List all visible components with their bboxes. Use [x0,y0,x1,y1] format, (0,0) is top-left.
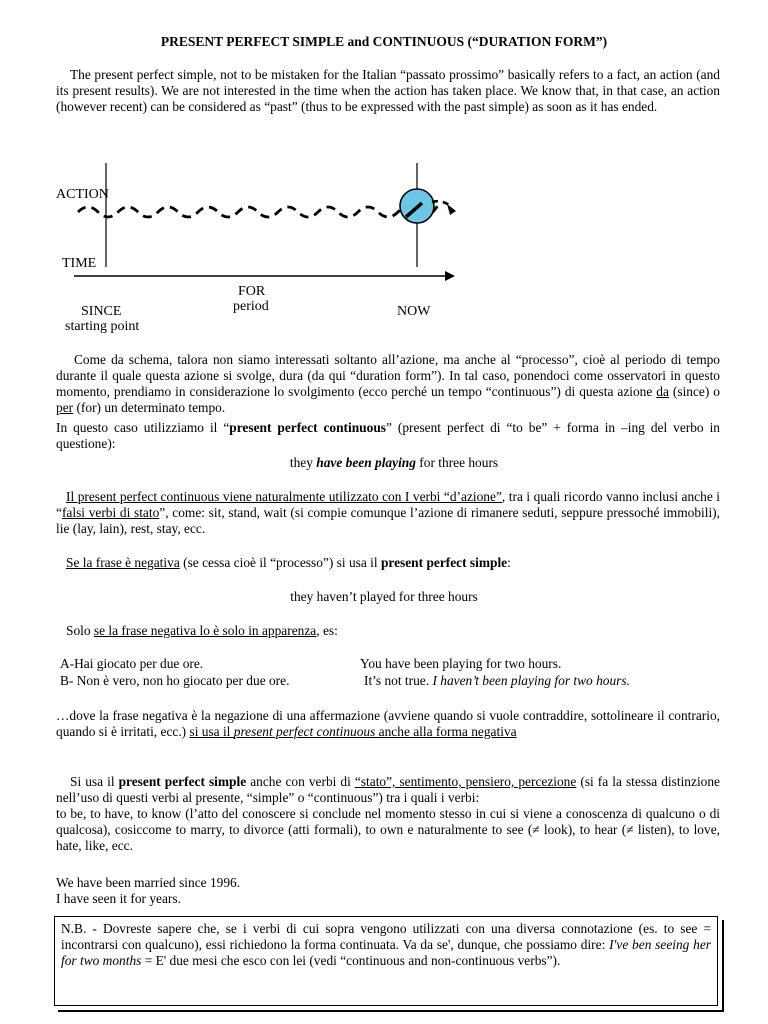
example-married: We have been married since 1996. [56,875,241,890]
apparent-negative-paragraph: Solo se la frase negativa lo è solo in apparenza, es: [66,623,338,638]
example-continuous: they have been playing for three hours [289,455,499,470]
intro-paragraph: The present perfect simple, not to be mistaken for the Italian “passato prossimo” basically refers to a fact, an action (and its present results). We are not interested in the time when the action has taken place. We know that, in that case, an action (however recent) can be considered as “past” (thus to be expressed with the past simple) as soon as it has ended. [56,67,720,114]
word-per: per [56,400,74,415]
action-verbs-paragraph: Il present perfect continuous viene naturalmente utilizzato con I verbi “d’azione”, tra i quali ricordo vanno inclusi anche i “falsi verbi di stato”, come: sit, stand, wait (si compie comunque l’azione di rimanere seduti, seppure pressoché immobili), lie (lay, lain), rest, stay, ecc. [56,489,720,536]
starting-point-label: starting point [65,319,140,334]
now-label: NOW [397,304,431,319]
action-wavy-line [78,205,438,217]
example-negative: they haven’t played for three hours [290,589,478,604]
example-a-english: You have been playing for two hours. [360,656,562,671]
stative-verbs-paragraph: Si usa il present perfect simple anche con verbi di “stato”, sentimento, pensiero, percezione (si fa la stessa distinzione nell’uso di questi verbi al presente, “simple” o “continuous”) tra i quali i verbi: [56,774,720,805]
verb-list-paragraph: to be, to have, to know (l’atto del conoscere si conclude nel momento stesso in cui si viene a conoscenza di qualcuno o di qualcosa), cosiccome to marry, to divorce (atti formali), to own e naturalmente to see (≠ look), to hear (≠ listen), to love, hate, like, ecc. [56,806,720,853]
contradiction-paragraph: …dove la frase negativa è la negazione di una affermazione (avviene quando si vuole contraddire, sottolineare il contrario, quando si è irritati, ecc.) si usa il present perfect continuous anche alla forma negativa [56,708,720,739]
example-seen: I have seen it for years. [56,891,181,906]
continuous-intro-paragraph: In questo caso utilizziamo il “present perfect continuous” (present perfect di “to be” + forma in –ing del verbo in questione): [56,420,720,451]
page-title: PRESENT PERFECT SIMPLE and CONTINUOUS (“DURATION FORM”) [160,34,608,49]
example-b-italian: B- Non è vero, non ho giocato per due ore. [60,673,290,688]
time-label: TIME [62,256,97,271]
since-label: SINCE [81,304,122,319]
word-da: da [656,384,669,399]
duration-paragraph: Come da schema, talora non siamo interessati soltanto all’azione, ma anche al “processo”, cioè al periodo di tempo durante il quale questa azione si svolge, dura (da qui “duration form”). In tal caso, ponendoci come osservatori in questo momento, prendiamo in considerazione lo svolgimento (ecco perché un tempo “continuous”) di questa azione da (since) o per (for) un determinato tempo. [56,352,721,415]
negative-paragraph: Se la frase è negativa (se cessa cioè il “processo”) si usa il present perfect simple: [66,555,511,570]
action-arrowhead [447,204,456,215]
time-axis-arrowhead [445,271,455,281]
timeline-diagram [50,155,470,340]
for-label: FOR [238,284,266,299]
nb-box: N.B. - Dovreste sapere che, se i verbi di cui sopra vengono utilizzati con una diversa connotazione (es. to see = incontrarsi con qualcuno), essi richiedono la forma continuata. Va da se', dunque, che possiamo dire: I've ben seeing her for two months = E' due mesi che esco con lei (vedi “continuous and non-continuous verbs”). [54,916,718,1006]
example-a-italian: A-Hai giocato per due ore. [60,656,204,671]
period-label: period [233,299,269,314]
example-b-english: It’s not true. I haven’t been playing for two hours. [364,673,630,688]
action-label: ACTION [56,187,109,202]
